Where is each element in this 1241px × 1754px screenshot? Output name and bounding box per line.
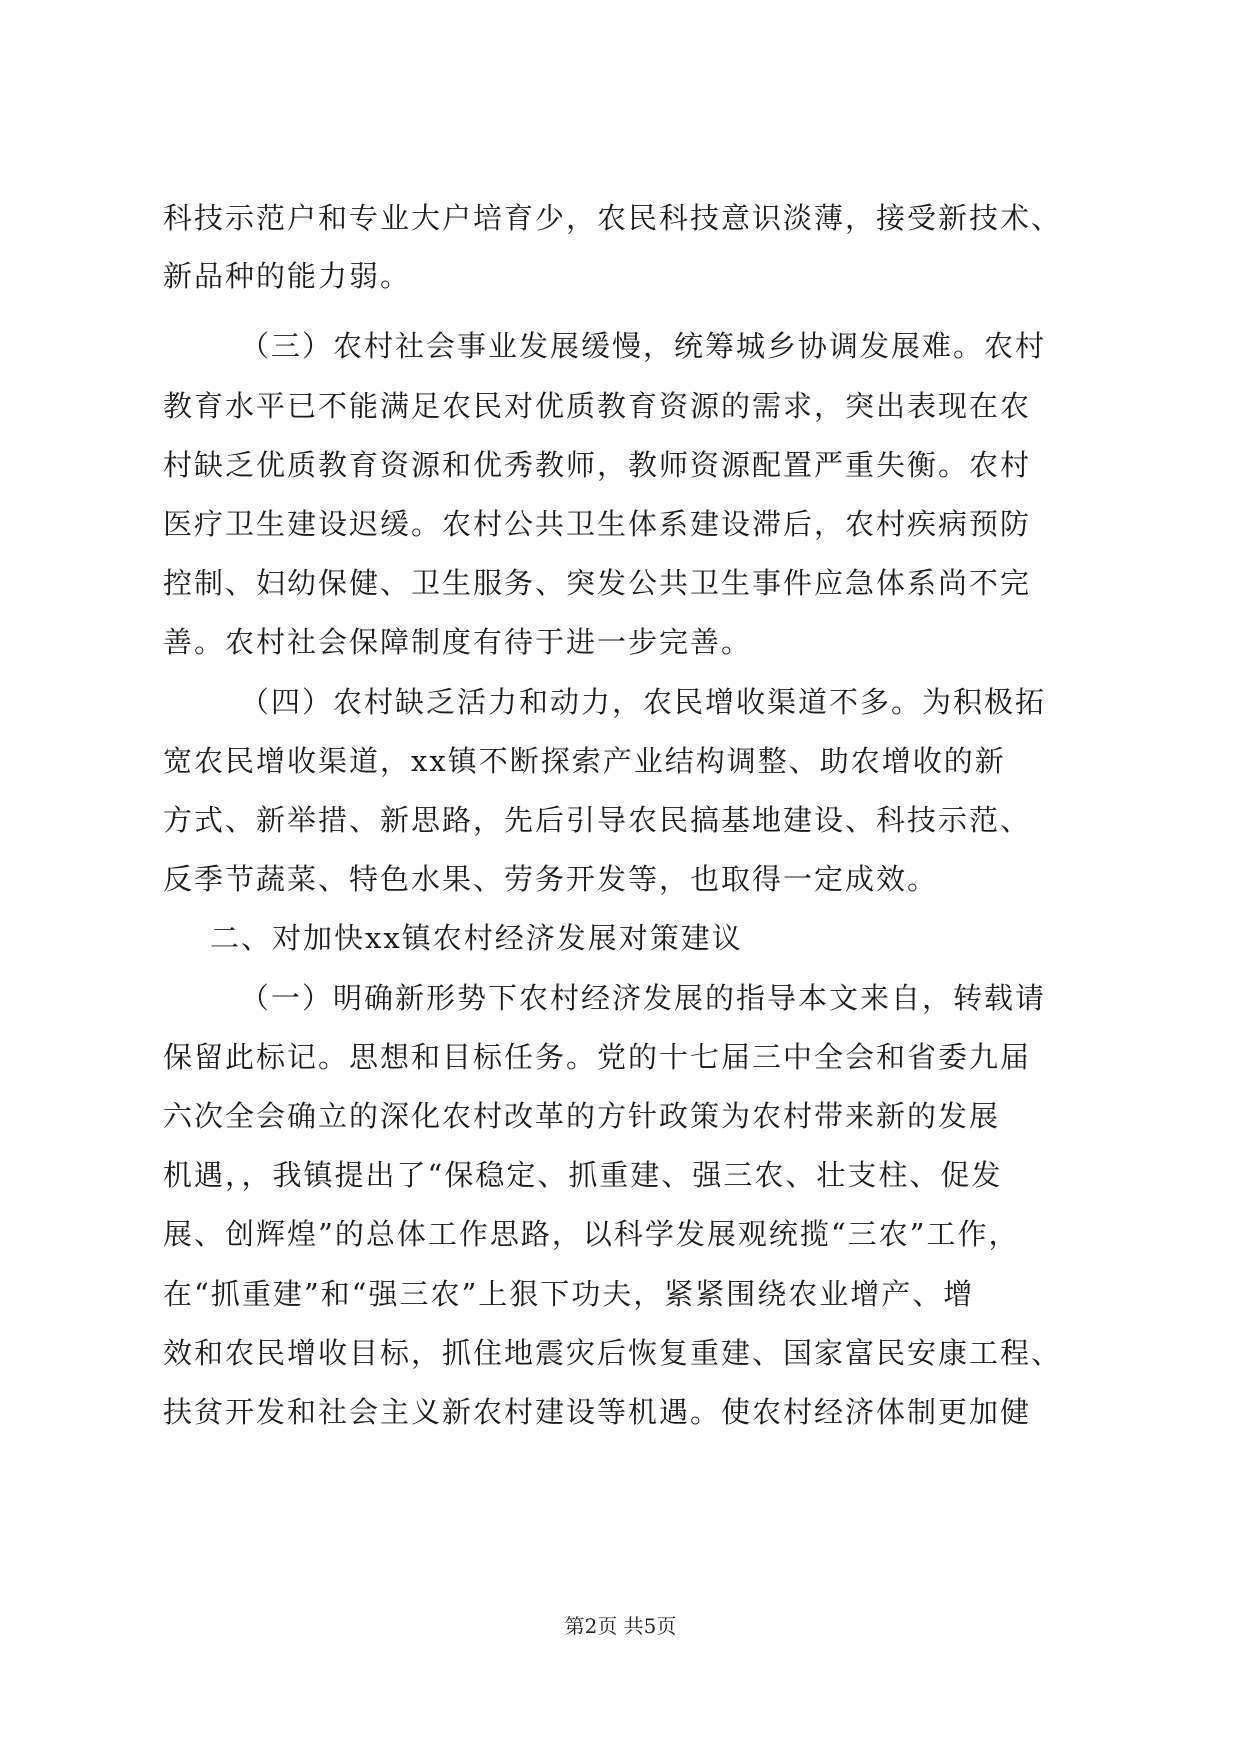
text-line: 宽农民增收渠道，xx镇不断探索产业结构调整、助农增收的新 xyxy=(163,744,1006,778)
text-line: 效和农民增收目标，抓住地震灾后恢复重建、国家富民安康工程、 xyxy=(163,1336,1063,1370)
text-line: 展、创辉煌”的总体工作思路，以科学发展观统揽“三农”工作， xyxy=(163,1217,1020,1251)
section-heading: 二、对加快xx镇农村经济发展对策建议 xyxy=(210,921,743,955)
text-line: 机遇，，我镇提出了“保稳定、抓重建、强三农、壮支柱、促发 xyxy=(163,1158,1003,1192)
text-line: 医疗卫生建设迟缓。农村公共卫生体系建设滞后，农村疾病预防 xyxy=(163,507,1032,541)
text-line: 扶贫开发和社会主义新农村建设等机遇。使农村经济体制更加健 xyxy=(163,1395,1032,1429)
paragraph-start-line: （三）农村社会事业发展缓慢，统筹城乡协调发展难。农村 xyxy=(240,329,1047,363)
page-number-footer: 第2页 共5页 xyxy=(564,1614,677,1638)
text-line: 善。农村社会保障制度有待于进一步完善。 xyxy=(163,625,753,659)
text-line: 方式、新举措、新思路，先后引导农民搞基地建设、科技示范、 xyxy=(163,803,1032,837)
text-line: 科技示范户和专业大户培育少，农民科技意识淡薄，接受新技术、 xyxy=(163,201,1063,235)
text-line: 控制、妇幼保健、卫生服务、突发公共卫生事件应急体系尚不完 xyxy=(163,566,1032,600)
text-line: 在“抓重建”和“强三农”上狠下功夫，紧紧围绕农业增产、增 xyxy=(163,1277,975,1311)
text-line: 教育水平已不能满足农民对优质教育资源的需求，突出表现在农 xyxy=(163,389,1032,423)
text-line: 新品种的能力弱。 xyxy=(163,259,412,293)
text-line: 反季节蔬菜、特色水果、劳务开发等，也取得一定成效。 xyxy=(163,862,939,896)
paragraph-start-line: （四）农村缺乏活力和动力，农民增收渠道不多。为积极拓 xyxy=(240,685,1047,719)
paragraph-start-line: （一）明确新形势下农村经济发展的指导本文来自，转载请 xyxy=(240,981,1047,1015)
text-line: 村缺乏优质教育资源和优秀教师，教师资源配置严重失衡。农村 xyxy=(163,448,1032,482)
text-line: 保留此标记。思想和目标任务。党的十七届三中全会和省委九届 xyxy=(163,1040,1032,1074)
text-line: 六次全会确立的深化农村改革的方针政策为农村带来新的发展 xyxy=(163,1099,1001,1133)
